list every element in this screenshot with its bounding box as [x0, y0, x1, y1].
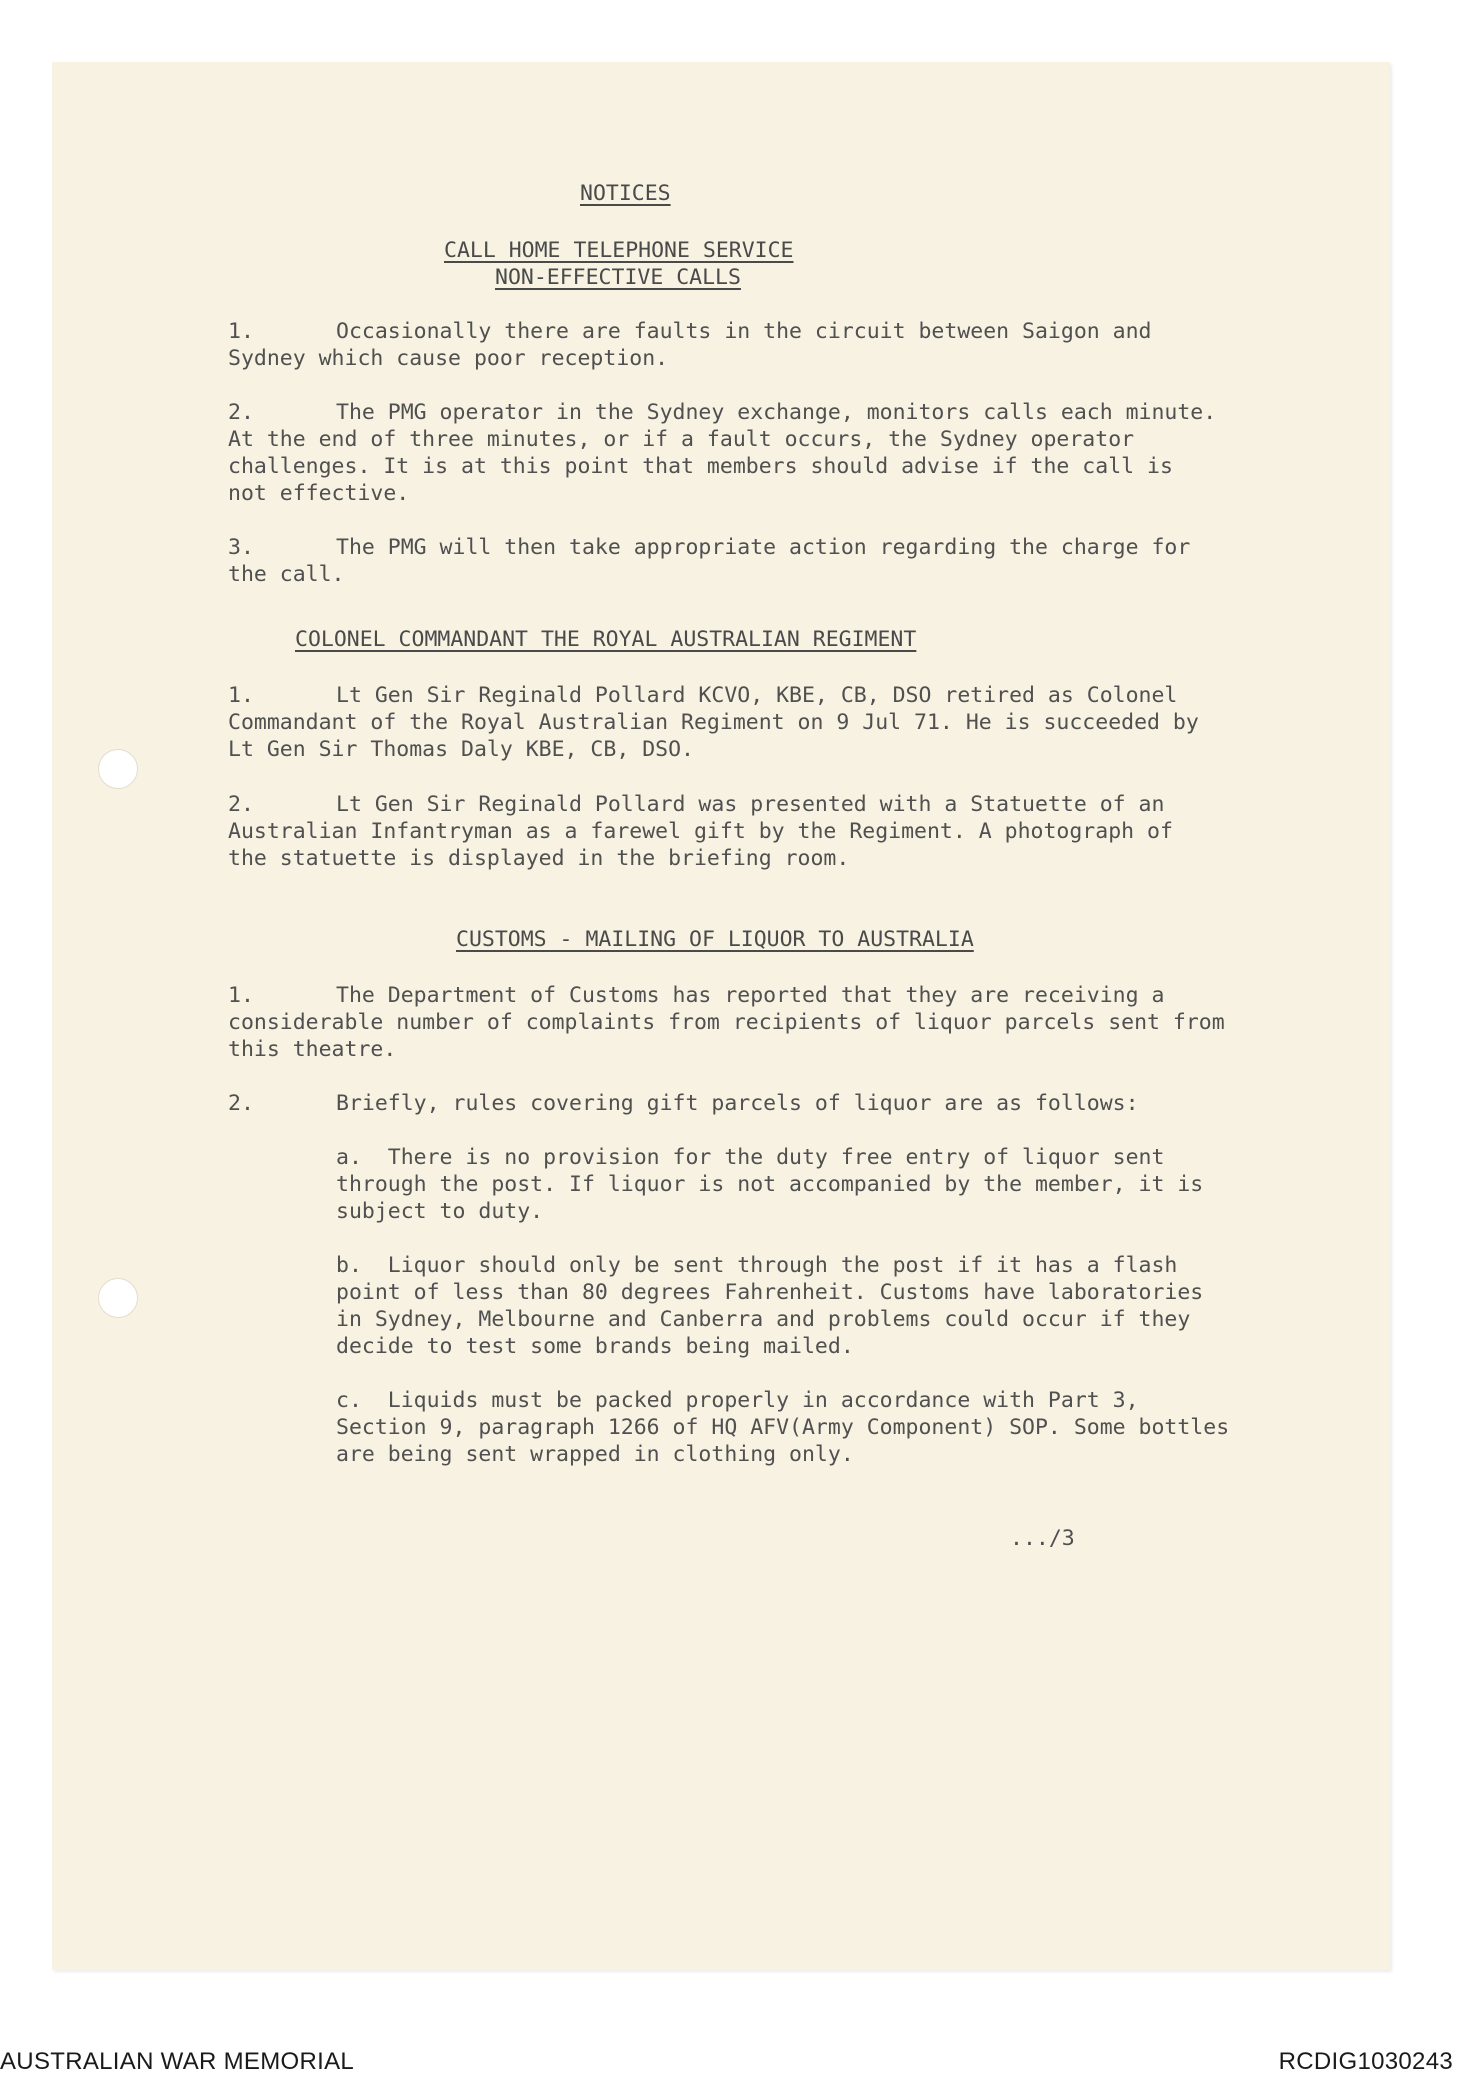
para-line: challenges. It is at this point that members should advise if the call is [228, 454, 1173, 479]
para-line: Commandant of the Royal Australian Regiment on 9 Jul 71. He is succeeded by [228, 710, 1199, 735]
continuation-marker: .../3 [1010, 1526, 1075, 1551]
para-line: At the end of three minutes, or if a fault occurs, the Sydney operator [228, 427, 1135, 452]
sub-para-line: c. Liquids must be packed properly in accordance with Part 3, [336, 1388, 1139, 1413]
para-line: The Department of Customs has reported that they are receiving a [336, 983, 1165, 1008]
section1-heading-line2: NON-EFFECTIVE CALLS [495, 265, 741, 290]
para-line: Lt Gen Sir Reginald Pollard KCVO, KBE, CB, DSO retired as Colonel [336, 683, 1178, 708]
para-number: 3. [228, 535, 254, 560]
para-line: the call. [228, 562, 345, 587]
para-line: Occasionally there are faults in the circuit between Saigon and [336, 319, 1152, 344]
para-line: Australian Infantryman as a farewel gift by the Regiment. A photograph of [228, 819, 1173, 844]
sub-para-line: through the post. If liquor is not accompanied by the member, it is [336, 1172, 1204, 1197]
para-line: The PMG will then take appropriate action regarding the charge for [336, 535, 1191, 560]
footer-institution: AUSTRALIAN WAR MEMORIAL [0, 2048, 355, 2075]
sub-para-line: decide to test some brands being mailed. [336, 1334, 854, 1359]
notices-title: NOTICES [580, 181, 671, 206]
para-number: 2. [228, 792, 254, 817]
para-number: 2. [228, 1091, 254, 1116]
para-line: Sydney which cause poor reception. [228, 346, 669, 371]
footer-record-id: RCDIG1030243 [1278, 2048, 1453, 2075]
para-number: 1. [228, 319, 254, 344]
para-line: Briefly, rules covering gift parcels of liquor are as follows: [336, 1091, 1139, 1116]
para-number: 1. [228, 983, 254, 1008]
section2-heading: COLONEL COMMANDANT THE ROYAL AUSTRALIAN REGIMENT [295, 627, 917, 652]
para-line: this theatre. [228, 1037, 397, 1062]
typed-notice [52, 62, 1390, 1970]
para-line: not effective. [228, 481, 410, 506]
para-line: considerable number of complaints from recipients of liquor parcels sent from [228, 1010, 1225, 1035]
sub-para-line: a. There is no provision for the duty free entry of liquor sent [336, 1145, 1165, 1170]
para-line: Lt Gen Sir Reginald Pollard was presented with a Statuette of an [336, 792, 1165, 817]
section3-heading: CUSTOMS - MAILING OF LIQUOR TO AUSTRALIA [456, 927, 974, 952]
para-number: 2. [228, 400, 254, 425]
sub-para-line: in Sydney, Melbourne and Canberra and problems could occur if they [336, 1307, 1191, 1332]
document-page [52, 62, 1390, 1970]
para-line: The PMG operator in the Sydney exchange, monitors calls each minute. [336, 400, 1217, 425]
para-number: 1. [228, 683, 254, 708]
sub-para-line: point of less than 80 degrees Fahrenheit. Customs have laboratories [336, 1280, 1204, 1305]
sub-para-line: are being sent wrapped in clothing only. [336, 1442, 854, 1467]
sub-para-line: Section 9, paragraph 1266 of HQ AFV(Army Component) SOP. Some bottles [336, 1415, 1230, 1440]
para-line: Lt Gen Sir Thomas Daly KBE, CB, DSO. [228, 737, 694, 762]
para-line: the statuette is displayed in the briefing room. [228, 846, 850, 871]
sub-para-line: b. Liquor should only be sent through the post if it has a flash [336, 1253, 1178, 1278]
sub-para-line: subject to duty. [336, 1199, 544, 1224]
section1-heading-line1: CALL HOME TELEPHONE SERVICE [444, 238, 794, 263]
